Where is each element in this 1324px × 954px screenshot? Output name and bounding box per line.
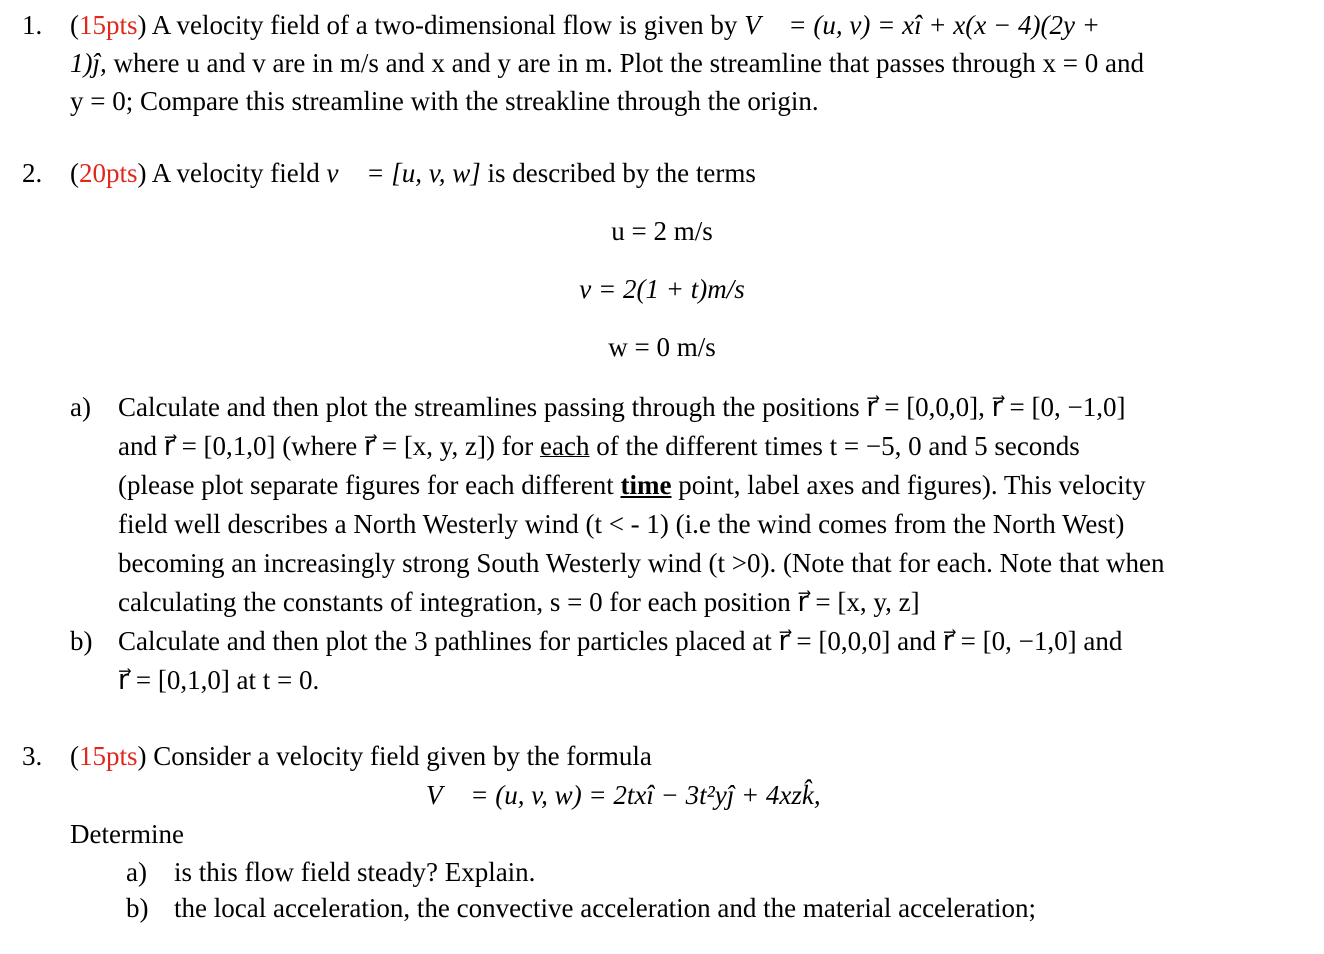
q3-number: 3. [22,741,43,771]
q1-line-2 [70,48,1144,79]
q2b-line-1: Calculate and then plot the 3 pathlines for particles placed at r⃗ = [0,0,0] and r⃗ = [0, −1,0] and [118,626,1123,656]
q2-intro-math: v⃗ = [u, v, w] [326,158,481,188]
q3b-label: b) [126,893,149,923]
q2-intro: (20pts) A velocity field v⃗ = [u, v, w] is described by the terms [70,158,756,188]
q3a-label: a) [126,857,147,887]
q2b-line-2: r⃗ = [0,1,0] at t = 0. [118,665,320,695]
q3-intro-text: Consider a velocity field given by the formula [153,741,652,771]
equation-w: w = 0 m/s [608,332,716,362]
q1-line2-text: where u and v are in m/s and x and y are in m. Plot the streamline that passes through x = 0 and [113,48,1144,78]
q3-formula: V⃗ = (u, v, w) = 2txî − 3t²yĵ + 4xzk̂, [426,780,821,810]
q1-line1-math: V⃗ = (u, v) = xî + x(x − 4)(2y + [744,10,1100,40]
q1-line1-text: A velocity field of a two-dimensional flow is given by [151,10,738,40]
q2a-each: each [540,431,590,461]
q2a-line-3 [118,470,1146,501]
q2-intro-text: A velocity field [151,158,320,188]
q2b-label: b) [70,626,93,656]
q2a-line-5: becoming an increasingly strong South Westerly wind (t >0). (Note that for each. Note that when [118,548,1165,578]
q1-number: 1. [22,10,43,40]
q2a-label: a) [70,392,91,422]
equation-v: v = 2(1 + t)m/s [579,274,745,304]
q2a-line-6: calculating the constants of integration, s = 0 for each position r⃗ = [x, y, z] [118,587,920,617]
q2a-l2-post: of the different times t = −5, 0 and 5 seconds [596,431,1080,461]
q3a-text: is this flow field steady? Explain. [174,857,536,887]
q1-line2-math: 1)ĵ, [70,48,107,78]
q2a-time: time [620,470,672,500]
q2a-line-1: Calculate and then plot the streamlines passing through the positions r⃗ = [0,0,0], r⃗ = [0, −1,0] [118,392,1126,422]
q3-points: 15pts [79,741,138,771]
q2-number: 2. [22,158,43,188]
q1-line-3: y = 0; Compare this streamline with the streakline through the origin. [70,86,819,116]
q2a-l2-pre: and r⃗ = [0,1,0] (where r⃗ = [x, y, z]) for [118,431,534,461]
q2a-l3-post: point, label axes and figures). This velocity [678,470,1146,500]
q2-intro-tail: is described by the terms [487,158,756,188]
q1-line-1: (15pts) A velocity field of a two-dimensional flow is given by V⃗ = (u, v) = xî + x(x − 4)(2y + [70,10,1100,40]
q1-points: 15pts [79,10,138,40]
q2a-line-4: field well describes a North Westerly wind (t < - 1) (i.e the wind comes from the North West) [118,509,1125,539]
q2a-line-2 [118,431,1080,462]
q3b-text: the local acceleration, the convective acceleration and the material acceleration; [174,893,1036,923]
q2a-l3-pre: (please plot separate figures for each different [118,470,614,500]
q3-determine: Determine [70,819,184,849]
equation-u: u = 2 m/s [611,216,713,246]
q2-points: 20pts [79,158,138,188]
q3-intro: (15pts) Consider a velocity field given by the formula [70,741,652,771]
